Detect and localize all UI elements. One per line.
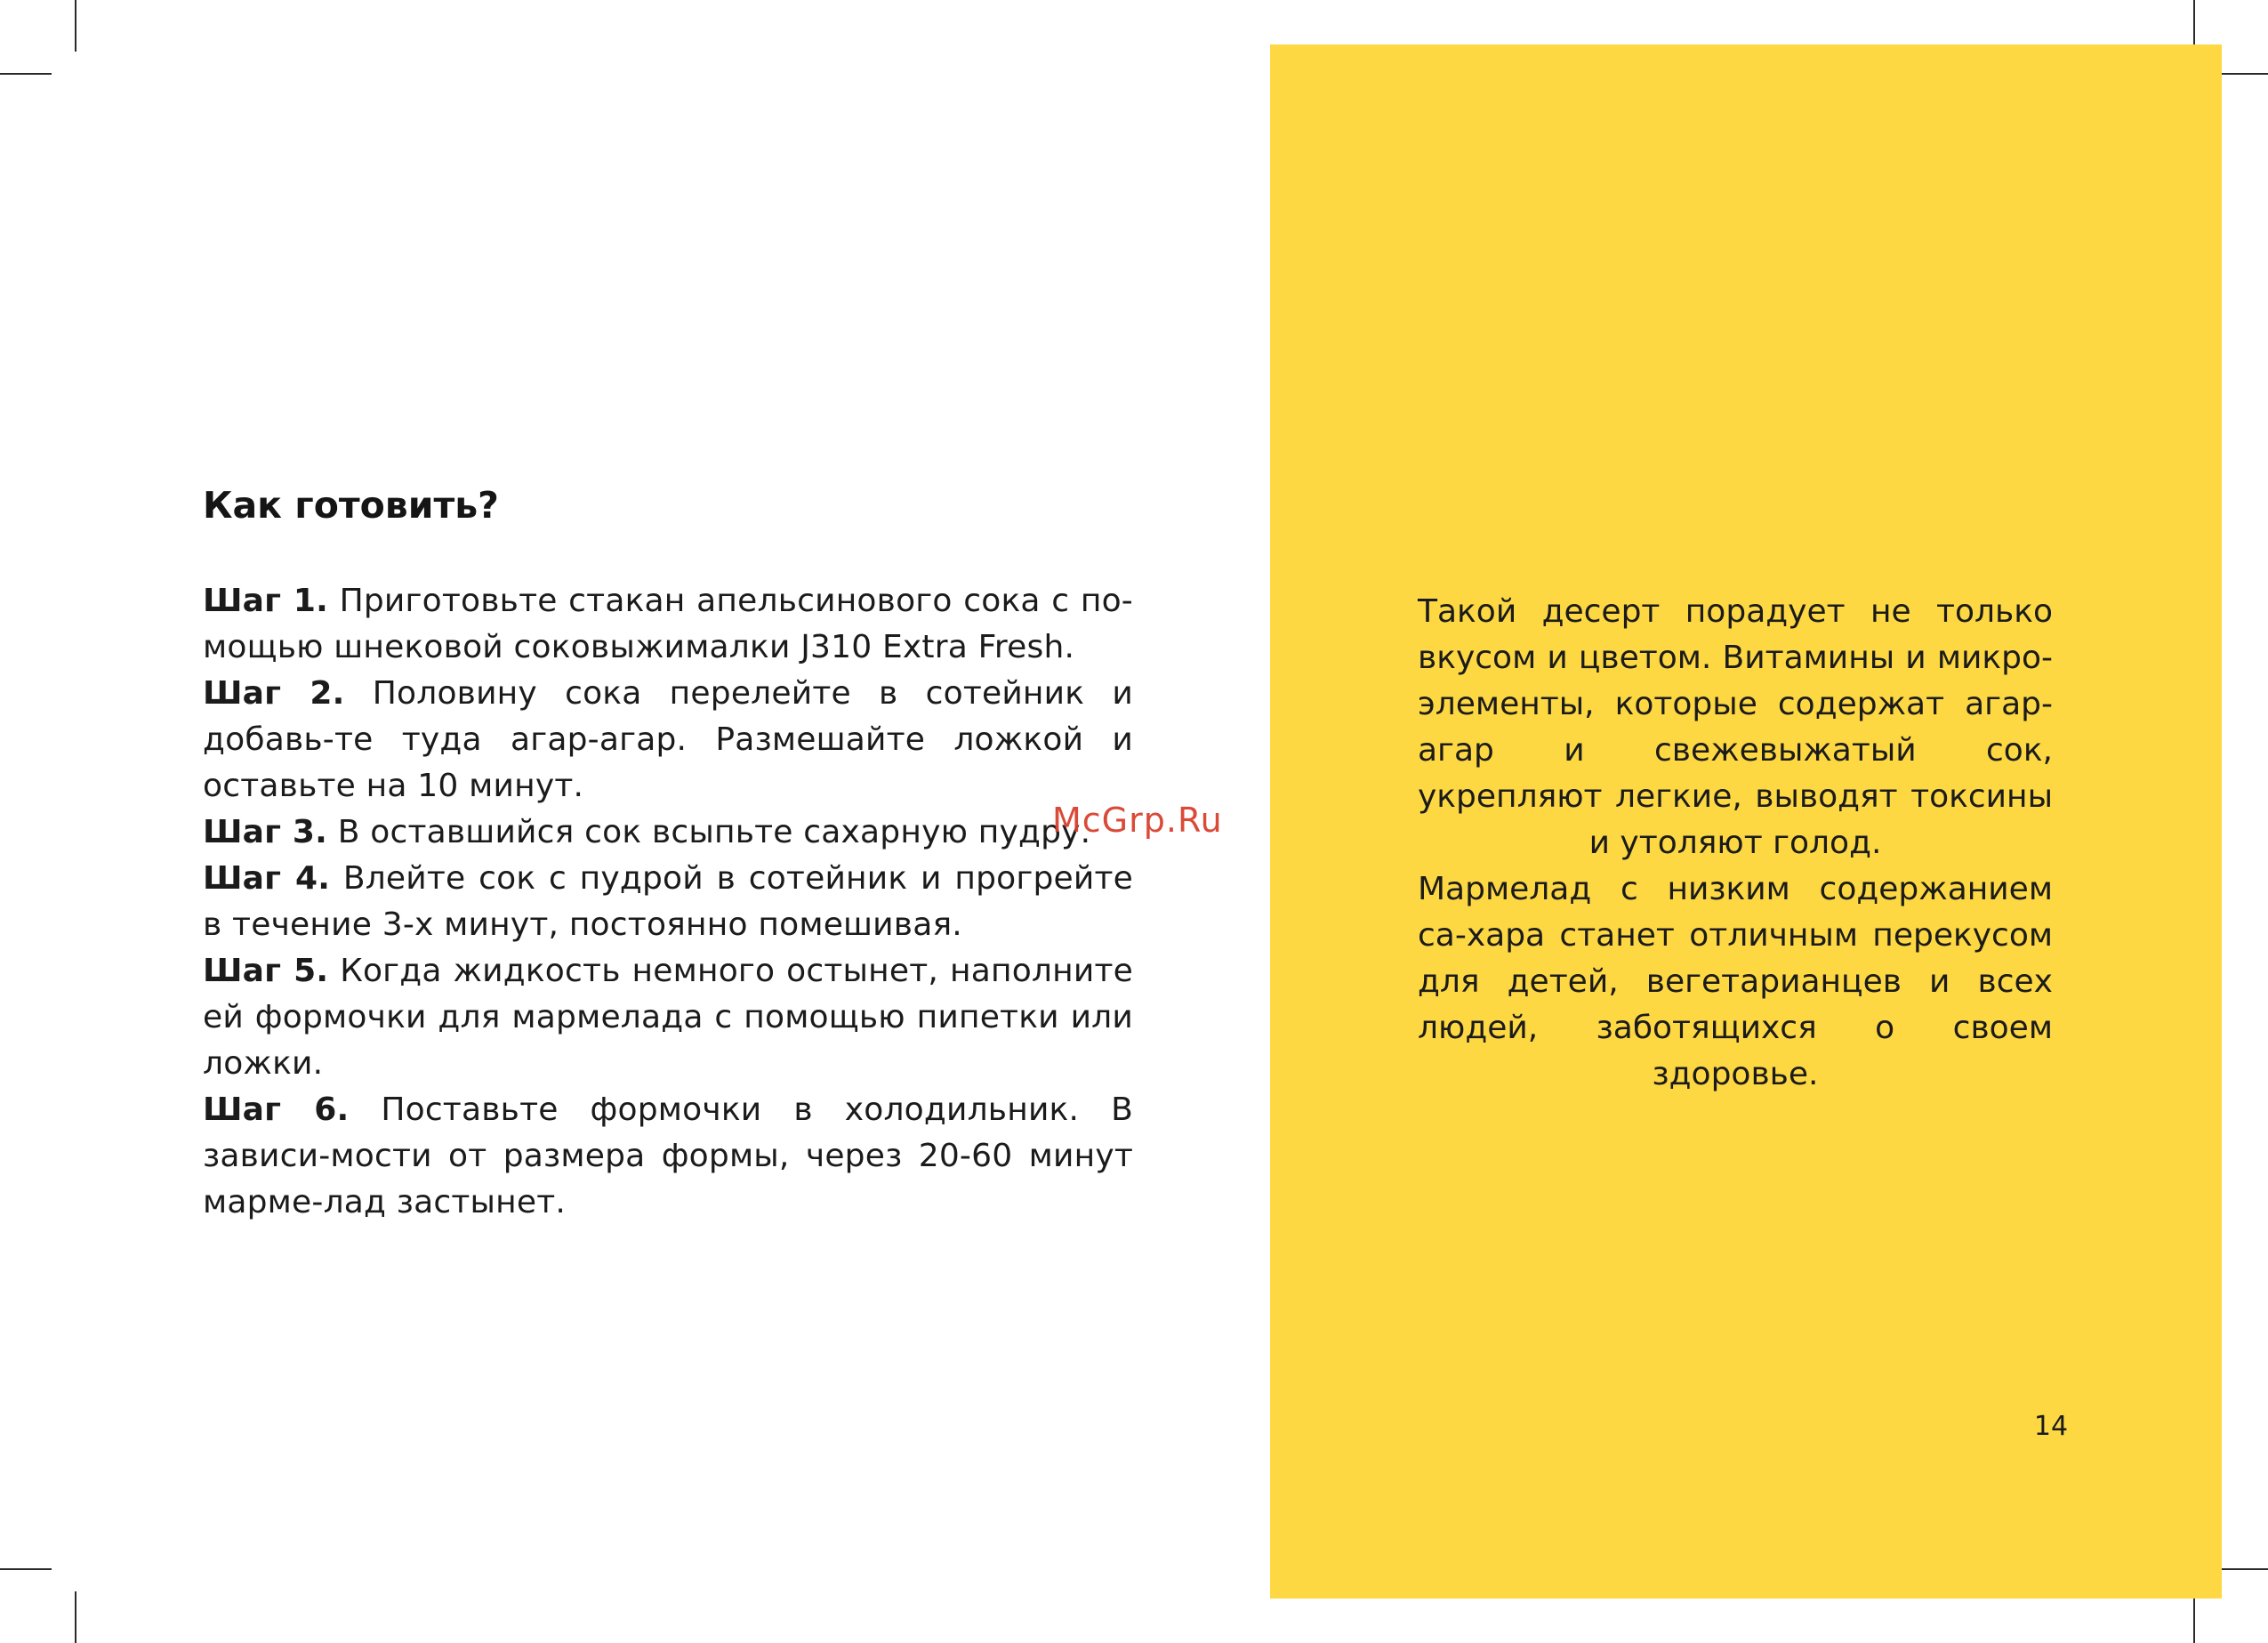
step-label: Шаг 2. [203,675,345,712]
step-text: Половину сока перелейте в сотейник и добавь-те туда агар-агар. Размешайте ложкой и оставьте на 10 минут. [203,675,1133,804]
crop-mark [2193,1591,2195,1643]
crop-mark [75,0,76,52]
page-title: Как готовить? [203,484,499,527]
step-text: Влейте сок с пудрой в сотейник и прогрейте в течение 3-х минут, постоянно помешивая. [203,860,1133,943]
step-text: В оставшийся сок всыпьте сахарную пудру. [327,814,1091,850]
step-item [203,856,1133,948]
step-label: Шаг 3. [203,814,328,850]
recipe-column [203,477,1133,1226]
step-item [203,671,1133,809]
crop-mark [2216,73,2268,75]
steps-list [203,578,1133,1226]
step-text: Приготовьте стакан апельсинового сока с по-мощью шнековой соковыжималки J310 Extra Fresh. [203,583,1133,665]
step-item [203,809,1133,856]
crop-mark [0,73,52,75]
crop-mark [2216,1568,2268,1570]
crop-mark [0,1568,52,1570]
description-block [1418,589,2053,1098]
page-number: 14 [2033,1411,2069,1442]
step-item [203,1087,1133,1226]
step-text: Когда жидкость немного остынет, наполните ей формочки для мармелада с помощью пипетки или ложки. [203,953,1133,1082]
step-label: Шаг 1. [203,583,328,619]
step-item [203,948,1133,1087]
watermark: McGrp.Ru [1052,801,1223,840]
step-item [203,578,1133,671]
description-paragraph: Такой десерт порадует не только вкусом и цветом. Витамины и микро-элементы, которые содержат агар-агар и свежевыжатый сок, укрепляют легкие, выводят токсины и утоляют голод. [1418,593,2053,861]
step-text: Поставьте формочки в холодильник. В зависи-мости от размера формы, через 20-60 минут марме-лад застынет. [203,1091,1133,1220]
step-label: Шаг 4. [203,860,331,897]
crop-mark [75,1591,76,1643]
description-paragraph: Мармелад с низким содержанием са-хара станет отличным перекусом для детей, вегетарианцев и всех людей, заботящихся о своем здоровье. [1418,871,2053,1092]
step-label: Шаг 5. [203,953,329,989]
step-label: Шаг 6. [203,1091,350,1128]
